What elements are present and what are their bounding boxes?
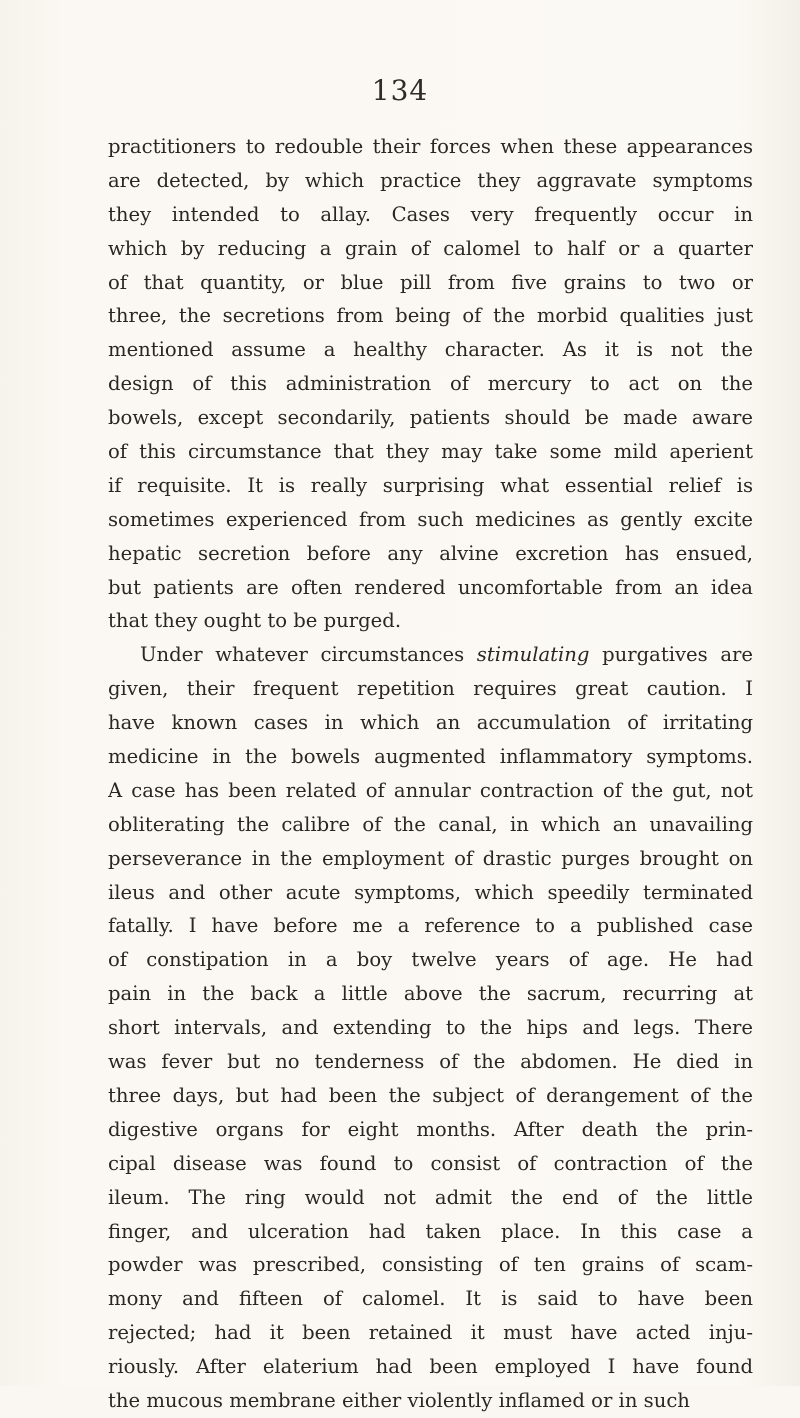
text-line (108, 638, 753, 672)
text-line: given, their frequent repetition requires great caution. I (108, 677, 753, 701)
text-line: mony and fifteen of calomel. It is said to have been (108, 1287, 753, 1311)
text-line: they intended to allay. Cases very frequently occur in (108, 202, 753, 226)
text-line: ileus and other acute symptoms, which speedily terminated (108, 880, 753, 904)
text-line: but patients are often rendered uncomfortable from an idea (108, 575, 753, 599)
text-line: short intervals, and extending to the hips and legs. There (108, 1016, 753, 1040)
text-line: rejected; had it been retained it must have acted inju- (108, 1321, 753, 1345)
text-line: medicine in the bowels augmented inflammatory symptoms. (108, 745, 753, 769)
text-line: obliterating the calibre of the canal, in which an unavailing (108, 812, 753, 836)
text-line: cipal disease was found to consist of contraction of the (108, 1151, 753, 1175)
paragraph-2 (108, 638, 753, 1417)
text-line: riously. After elaterium had been employed I have found (108, 1355, 753, 1379)
text-line: of this circumstance that they may take some mild aperient (108, 440, 753, 464)
text-line: pain in the back a little above the sacrum, recurring at (108, 982, 753, 1006)
text-line: mentioned assume a healthy character. As it is not the (108, 338, 753, 362)
text-line: fatally. I have before me a reference to a published case (108, 914, 753, 938)
body-text (108, 130, 753, 1418)
text-line: three days, but had been the subject of derangement of the (108, 1083, 753, 1107)
text-line: design of this administration of mercury to act on the (108, 372, 753, 396)
text-line: have known cases in which an accumulation of irritating (108, 711, 753, 735)
text-line: powder was prescribed, consisting of ten grains of scam- (108, 1253, 753, 1277)
text-line: was fever but no tenderness of the abdomen. He died in (108, 1050, 753, 1074)
page-number: 134 (371, 74, 429, 107)
text-line: finger, and ulceration had taken place. In this case a (108, 1219, 753, 1243)
text-line: which by reducing a grain of calomel to half or a quarter (108, 236, 753, 260)
text-line: ileum. The ring would not admit the end of the little (108, 1185, 753, 1209)
line-text-after-emphasis: purgatives are (589, 643, 753, 667)
emphasized-word: stimulating (476, 643, 590, 667)
text-line: that they ought to be purged. (108, 609, 402, 633)
text-line: digestive organs for eight months. After death the prin- (108, 1117, 753, 1141)
text-line: hepatic secretion before any alvine excretion has ensued, (108, 541, 753, 565)
text-line: if requisite. It is really surprising what essential relief is (108, 473, 753, 497)
text-line: are detected, by which practice they aggravate symptoms (108, 168, 753, 192)
line-text-before-emphasis: Under whatever circumstances (140, 643, 477, 667)
text-line: practitioners to redouble their forces when these appearances (108, 135, 753, 158)
text-line: sometimes experienced from such medicines as gently excite (108, 507, 753, 531)
text-line: perseverance in the employment of drastic purges brought on (108, 846, 753, 870)
text-line: of constipation in a boy twelve years of age. He had (108, 948, 753, 972)
text-line: of that quantity, or blue pill from five grains to two or (108, 270, 753, 294)
text-line: A case has been related of annular contraction of the gut, not (108, 778, 753, 802)
text-line: bowels, except secondarily, patients should be made aware (108, 406, 753, 430)
text-line: the mucous membrane either violently inflamed or in such (108, 1388, 690, 1412)
paragraph-1 (108, 130, 753, 638)
text-line: three, the secretions from being of the morbid qualities just (108, 304, 753, 328)
